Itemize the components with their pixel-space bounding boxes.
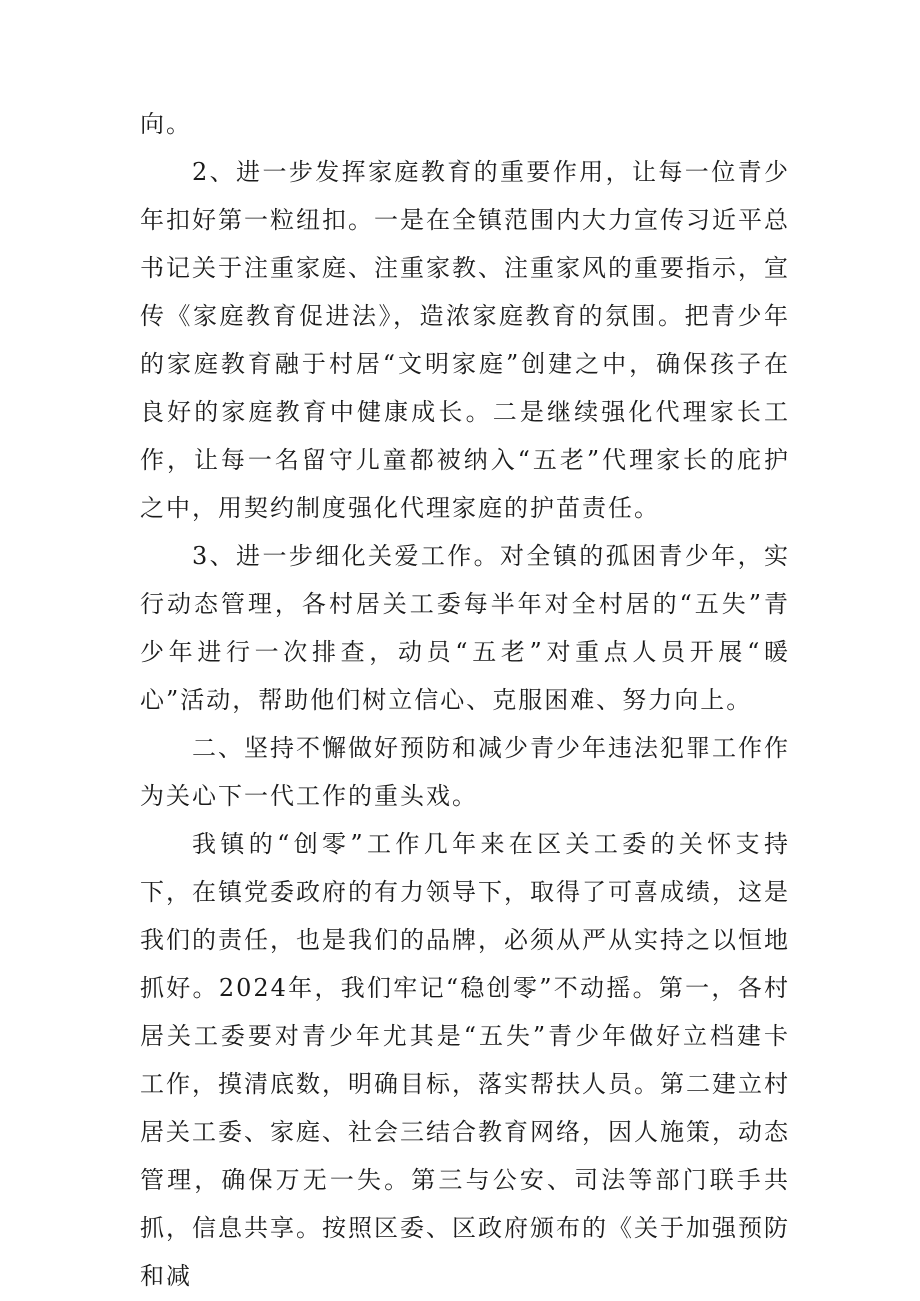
section-heading-crime-prevention: 二、坚持不懈做好预防和减少青少年违法犯罪工作作为关心下一代工作的重头戏。 bbox=[140, 734, 790, 810]
paragraph-zero-crime: 我镇的“创零”工作几年来在区关工委的关怀支持下，在镇党委政府的有力领导下，取得了可喜成绩，这是我们的责任，也是我们的品牌，必须从严从实持之以恒地抓好。2024年，我们牢记“稳创零”不动摇。第一，各村居关工委要对青少年尤其是“五失”青少年做好立档建卡工作，摸清底数，明确目标，落实帮扶人员。第二建立村居关工委、家庭、社会三结合教育网络，因人施策，动态管理，确保万无一失。第三与公安、司法等部门联手共抓，信息共享。按照区委、区政府颁布的《关于加强预防和减 bbox=[140, 830, 790, 1290]
paragraph-care-work: 3、进一步细化关爱工作。对全镇的孤困青少年，实行动态管理，各村居关工委每半年对全村居的“五失”青少年进行一次排查，动员“五老”对重点人员开展“暖心”活动，帮助他们树立信心、克服困难、努力向上。 bbox=[140, 542, 790, 714]
paragraph-continuation: 向。 bbox=[140, 110, 192, 138]
paragraph-family-education: 2、进一步发挥家庭教育的重要作用，让每一位青少年扣好第一粒纽扣。一是在全镇范围内大力宣传习近平总书记关于注重家庭、注重家教、注重家风的重要指示，宣传《家庭教育促进法》，造浓家庭教育的氛围。把青少年的家庭教育融于村居“文明家庭”创建之中，确保孩子在良好的家庭教育中健康成长。二是继续强化代理家长工作，让每一名留守儿童都被纳入“五老”代理家长的庇护之中，用契约制度强化代理家庭的护苗责任。 bbox=[140, 158, 790, 522]
document-body bbox=[140, 100, 790, 1300]
